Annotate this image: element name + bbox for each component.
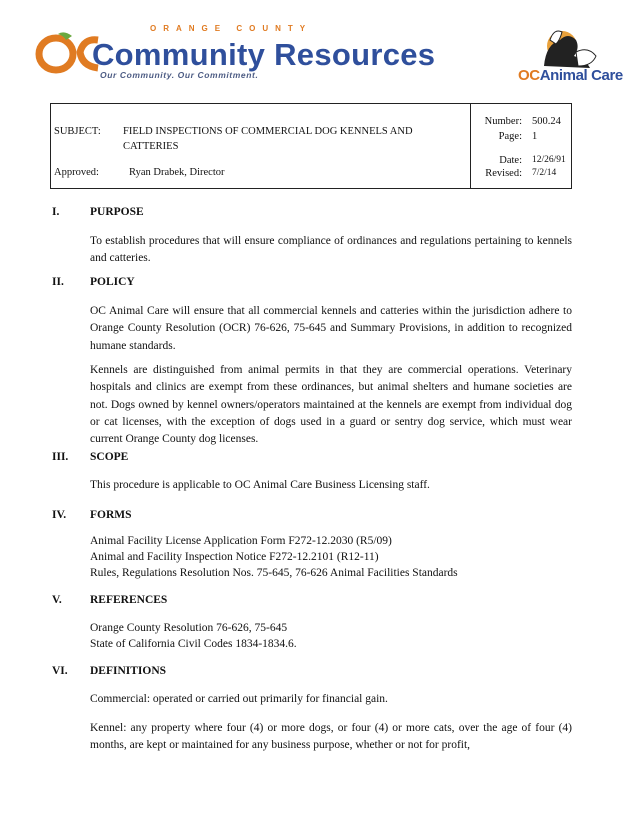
revised-value: 7/2/14 — [532, 168, 557, 178]
section-number: III. — [52, 451, 69, 463]
section-number: IV. — [52, 509, 67, 521]
number-label: Number: — [484, 116, 522, 127]
county-label: ORANGE COUNTY — [150, 24, 313, 33]
info-box-divider — [470, 103, 471, 189]
section-title: REFERENCES — [90, 594, 168, 606]
section-number: II. — [52, 276, 64, 288]
reference-item: Orange County Resolution 76-626, 75-645 — [90, 622, 288, 634]
date-value: 12/26/91 — [532, 155, 566, 165]
approved-label: Approved: — [54, 167, 99, 178]
section-title: SCOPE — [90, 451, 129, 463]
tagline: Our Community. Our Commitment. — [100, 70, 259, 80]
number-value: 500.24 — [532, 116, 561, 127]
page-value: 1 — [532, 131, 538, 142]
form-item: Rules, Regulations Resolution Nos. 75-645, 76-626 Animal Facilities Standards — [90, 567, 458, 579]
ac-name-label: Animal Care — [539, 67, 623, 84]
section-title: PURPOSE — [90, 206, 144, 218]
animal-care-name — [518, 67, 623, 84]
definition-kennel: Kennel: any property where four (4) or more dogs, or four (4) or more cats, over the age of four (4) months, are kept or maintained for any business purpose, whether or not for profit, — [90, 722, 572, 752]
definition-commercial: Commercial: operated or carried out primarily for financial gain. — [90, 693, 388, 705]
subject-line-1: FIELD INSPECTIONS OF COMMERCIAL DOG KENNELS AND — [123, 126, 413, 137]
section-title: POLICY — [90, 276, 135, 288]
policy-paragraph-1: OC Animal Care will ensure that all commercial kennels and catteries within the jurisdiction adhere to Orange County Resolution (OCR) 76-626, 75-645 and Summary Provisions, in addition to recognized humane standards. — [90, 305, 572, 352]
section-number: VI. — [52, 665, 68, 677]
subject-label: SUBJECT: — [54, 126, 101, 137]
reference-item: State of California Civil Codes 1834-1834.6. — [90, 638, 297, 650]
form-item: Animal Facility License Application Form F272-12.2030 (R5/09) — [90, 535, 392, 547]
purpose-text: To establish procedures that will ensure compliance of ordinances and regulations pertaining to kennels and catteries. — [90, 235, 572, 265]
form-item: Animal and Facility Inspection Notice F272-12.2101 (R12-11) — [90, 551, 379, 563]
scope-text: This procedure is applicable to OC Animal Care Business Licensing staff. — [90, 479, 430, 491]
document-info-box — [50, 103, 572, 189]
policy-paragraph-2: Kennels are distinguished from animal permits in that they are commercial operations. Veterinary hospitals and clinics are exempt from these ordinances, but animal shelters and humane societies are not. Dogs owned by kennel owners/operators maintained at the kennels are exempt from individual dog or cat licenses, with the exception of dogs used in a guard or sentry dog service, which must wear current Orange County dog licenses. — [90, 364, 572, 446]
org-name: Community Resources — [92, 37, 436, 72]
section-number: V. — [52, 594, 62, 606]
section-title: FORMS — [90, 509, 132, 521]
date-label: Date: — [499, 155, 522, 166]
revised-label: Revised: — [485, 168, 522, 179]
page-label: Page: — [498, 131, 522, 142]
animal-care-logo-icon — [516, 26, 606, 96]
approved-value: Ryan Drabek, Director — [129, 167, 225, 178]
section-number: I. — [52, 206, 60, 218]
section-title: DEFINITIONS — [90, 665, 167, 677]
subject-line-2: CATTERIES — [123, 141, 179, 152]
ac-oc-label: OC — [518, 67, 540, 84]
letterhead — [0, 0, 638, 100]
